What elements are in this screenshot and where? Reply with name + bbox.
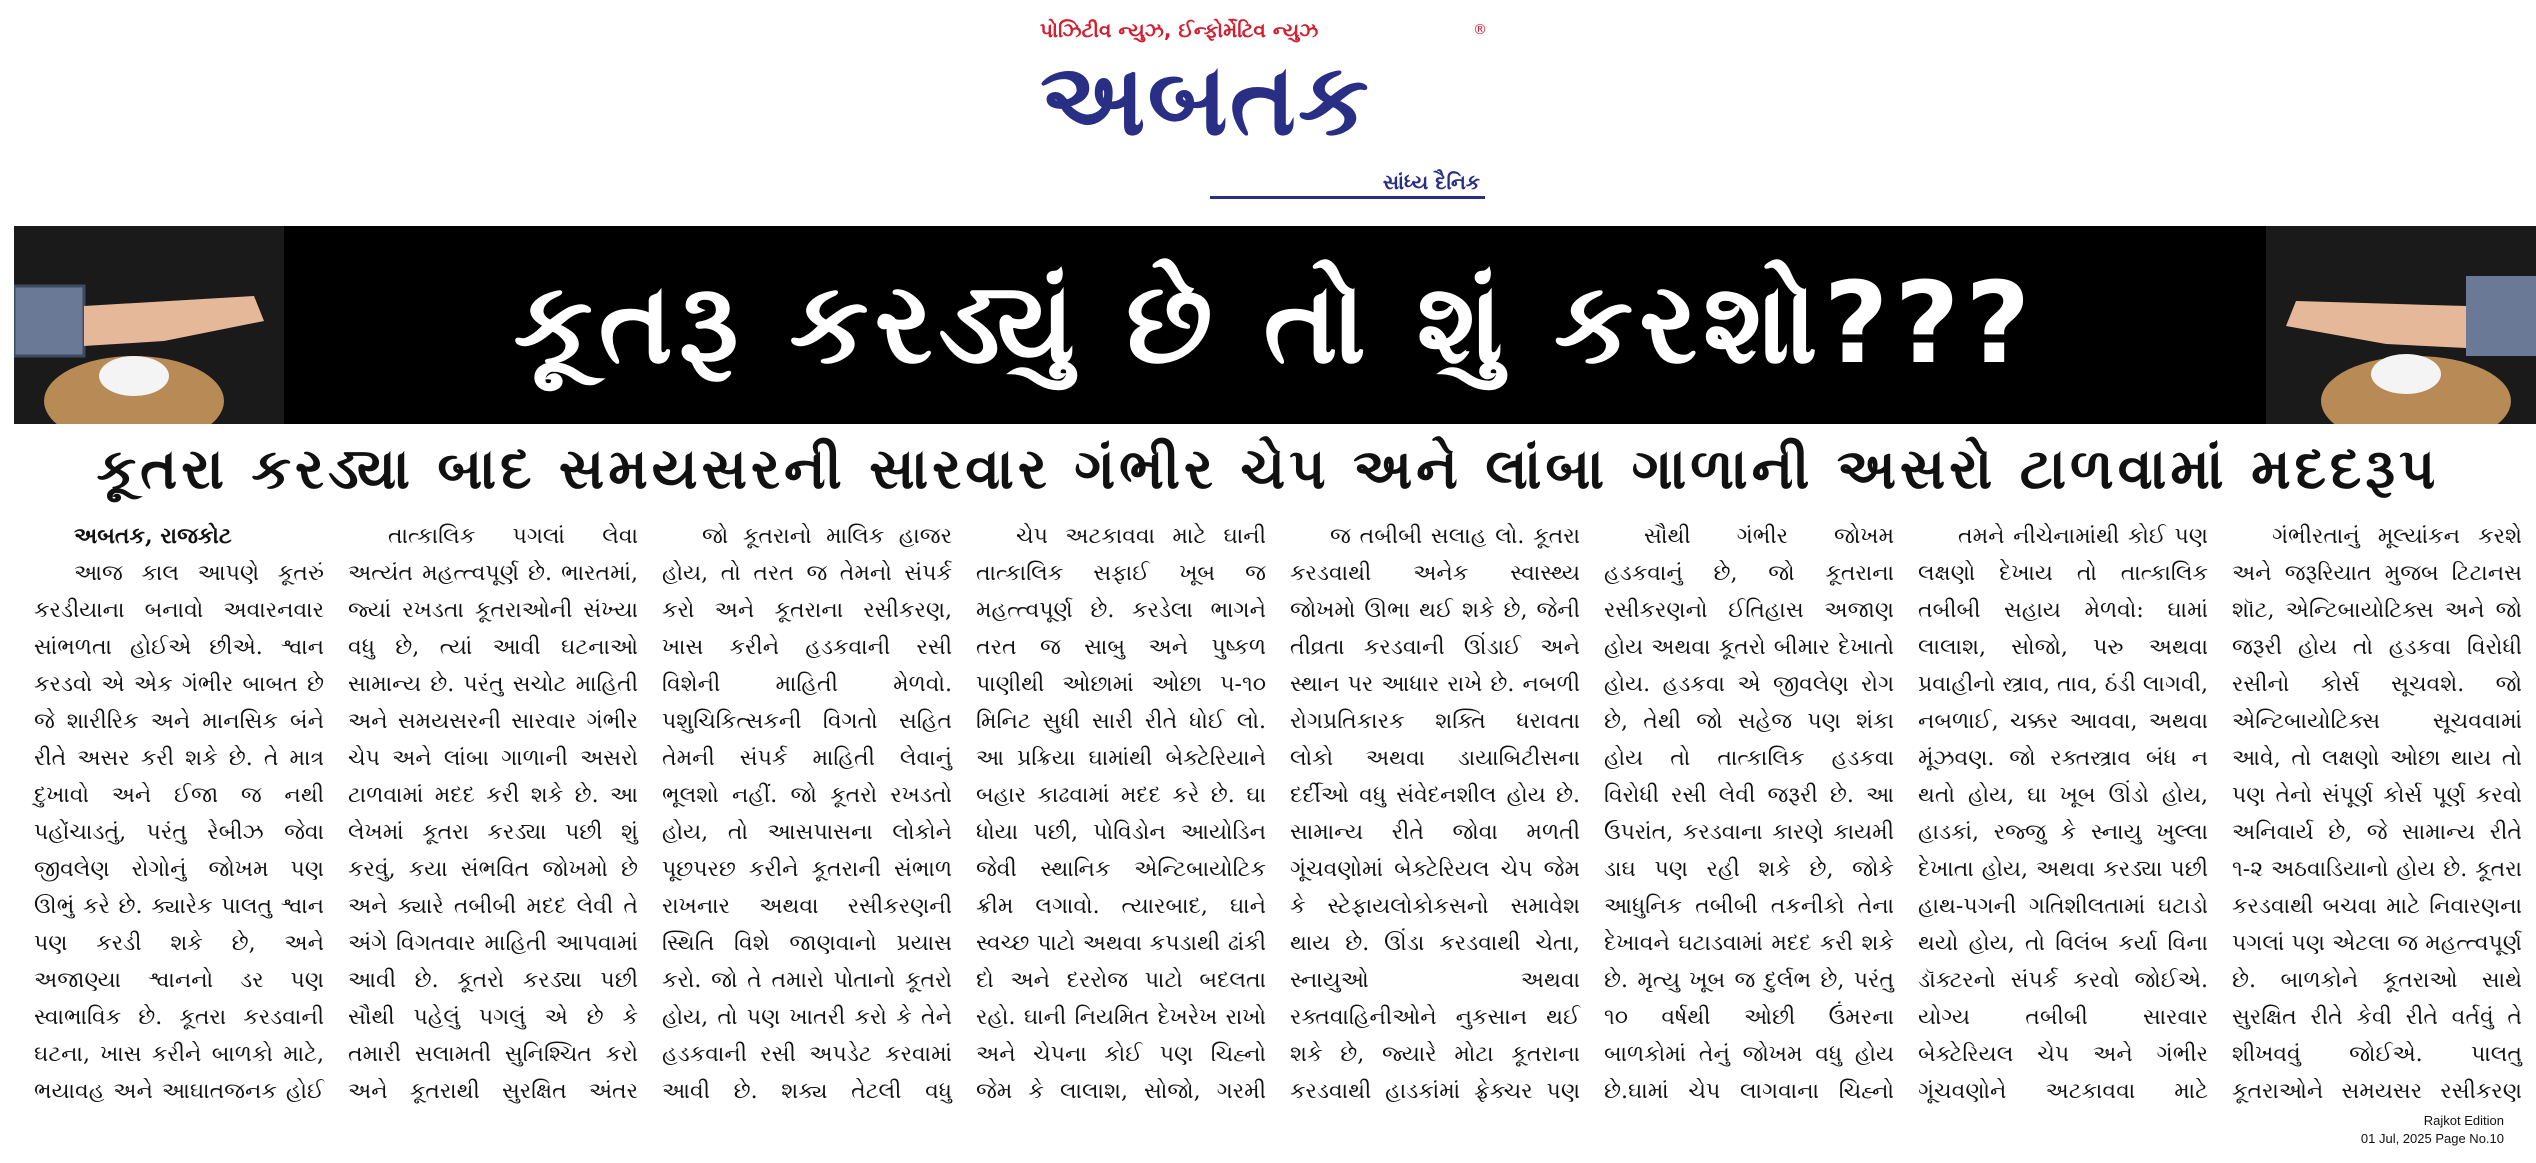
article-column-3 bbox=[650, 518, 964, 1113]
article-body bbox=[22, 518, 2534, 1113]
article-column-6 bbox=[1592, 518, 1906, 1113]
column-text: ગંભીરતાનું મૂલ્યાંકન કરશે અને જરૂરિયાત મુજબ ટિટાનસ શૉટ, એન્ટિબાયોટિક્સ અને જો જરૂરી હોય તો હડકવા વિરોધી રસીનો કોર્સ સૂચવશે. જો એન્ટિબાયોટિક્સ સૂચવવામાં આવે, તો લક્ષણો ઓછા થાય તો પણ તેનો સંપૂર્ણ કોર્સ પૂર્ણ કરવો અનિવાર્ય છે, જે સામાન્ય રીતે ૧-૨ અઠવાડિયાનો હોય છે. કૂતરા કરડવાથી બચવા માટે નિવારણના પગલાં પણ એટલા જ મહત્ત્વપૂર્ણ છે. બાળકોને કૂતરાઓ સાથે સુરક્ષિત રીતે કેવી રીતે વર્તવું તે શીખવવું જોઈએ. પાલતુ કૂતરાઓને સમયસર રસીકરણ bbox=[2232, 524, 2522, 1104]
column-text: સૌથી ગંભીર જોખમ હડકવાનું છે, જો કૂતરાના રસીકરણનો ઈતિહાસ અજાણ હોય અથવા કૂતરો બીમાર દેખાતો હોય. હડકવા એ જીવલેણ રોગ છે, તેથી જો સહેજ પણ શંકા હોય તો તાત્કાલિક હડકવા વિરોધી રસી લેવી જરૂરી છે. આ ઉપરાંત, કરડવાના કારણે કાયમી ડાઘ પણ રહી શકે છે, જોકે આધુનિક તબીબી તકનીકો તેના દેખાવને ઘટાડવામાં મદદ કરી શકે છે. મૃત્યુ ખૂબ જ દુર્લભ છે, પરંતુ ૧૦ વર્ષથી ઓછી ઉંમરના બાળકોમાં તેનું જોખમ વધુ હોય છે.ઘામાં ચેપ લાગવાના ચિહ્નો bbox=[1604, 524, 1894, 1104]
column-text: તમને નીચેનામાંથી કોઈ પણ લક્ષણો દેખાય તો તાત્કાલિક તબીબી સહાય મેળવો: ઘામાં લાલાશ, સોજો, પરુ અથવા પ્રવાહીનો સ્ત્રાવ, તાવ, ઠંડી લાગવી, નબળાઈ, ચક્કર આવવા, અથવા મૂંઝવણ. જો રક્તસ્ત્રાવ બંધ ન થતો હોય, ઘા ખૂબ ઊંડો હોય, હાડકાં, રજ્જુ કે સ્નાયુ ખુલ્લા દેખાતા હોય, અથવા કરડ્યા પછી હાથ-પગની ગતિશીલતામાં ઘટાડો થયો હોય, તો વિલંબ કર્યા વિના ડૉક્ટરનો સંપર્ક કરવો જોઈએ. યોગ્ય તબીબી સારવાર બેક્ટેરિયલ ચેપ અને ગંભીર ગૂંચવણોને અટકાવવા માટે bbox=[1918, 524, 2208, 1104]
main-headline: કૂતરૂ કરડ્યું છે તો શું કરશો??? bbox=[513, 259, 2037, 389]
article-column-8 bbox=[2220, 518, 2534, 1113]
newspaper-logo: અબતક bbox=[1040, 41, 1371, 158]
article-column-5 bbox=[1278, 518, 1592, 1113]
edition-date-page: 01 Jul, 2025 Page No.10 bbox=[2360, 1131, 2504, 1146]
column-text: ચેપ અટકાવવા માટે ઘાની તાત્કાલિક સફાઈ ખૂબ જ મહત્ત્વપૂર્ણ છે. કરડેલા ભાગને તરત જ સાબુ અને પુષ્કળ પાણીથી ઓછામાં ઓછા ૫-૧૦ મિનિટ સુધી સારી રીતે ધોઈ લો. આ પ્રક્રિયા ઘામાંથી બેક્ટેરિયાને બહાર કાઢવામાં મદદ કરે છે. ઘા ધોયા પછી, પોવિડોન આયોડિન જેવી સ્થાનિક એન્ટિબાયોટિક ક્રીમ લગાવો. ત્યારબાદ, ઘાને સ્વચ્છ પાટો અથવા કપડાથી ઢાંકી દો અને દરરોજ પાટો બદલતા રહો. ઘાની નિયમિત દેખરેખ રાખો અને ચેપના કોઈ પણ ચિહ્નો જેમ કે લાલાશ, સોજો, ગરમી bbox=[976, 524, 1266, 1104]
dateline: અબતક, રાજકોટ bbox=[74, 523, 232, 549]
column-text: જ તબીબી સલાહ લો. કૂતરા કરડવાથી અનેક સ્વાસ્થ્ય જોખમો ઊભા થઈ શકે છે, જેની તીવ્રતા કરડવાની ઊંડાઈ અને સ્થાન પર આધાર રાખે છે. નબળી રોગપ્રતિકારક શક્તિ ધરાવતા લોકો અથવા ડાયાબિટીસના દર્દીઓ વધુ સંવેદનશીલ હોય છે. સામાન્ય રીતે જોવા મળતી ગૂંચવણોમાં બેક્ટેરિયલ ચેપ જેમ કે સ્ટેફાયલોકોકસનો સમાવેશ થાય છે. ઊંડા કરડવાથી ચેતા, સ્નાયુઓ અથવા રક્તવાહિનીઓને નુકસાન થઈ શકે છે, જ્યારે મોટા કૂતરાના કરડવાથી હાડકાંમાં ફ્રેક્ચર પણ bbox=[1290, 524, 1580, 1104]
dog-bite-illustration-right bbox=[2266, 226, 2536, 424]
column-text: તાત્કાલિક પગલાં લેવા અત્યંત મહત્ત્વપૂર્ણ છે. ભારતમાં, જ્યાં રખડતા કૂતરાઓની સંખ્યા વધુ છે, ત્યાં આવી ઘટનાઓ સામાન્ય છે. પરંતુ સચોટ માહિતી અને સમયસરની સારવાર ગંભીર ચેપ અને લાંબા ગાળાની અસરો ટાળવામાં મદદ કરી શકે છે. આ લેખમાં કૂતરા કરડ્યા પછી શું કરવું, કયા સંભવિત જોખમો છે અને ક્યારે તબીબી મદદ લેવી તે અંગે વિગતવાર માહિતી આપવામાં આવી છે. કૂતરો કરડ્યા પછી સૌથી પહેલું પગલું એ છે કે તમારી સલામતી સુનિશ્ચિત કરો અને કૂતરાથી સુરક્ષિત અંતર bbox=[348, 524, 638, 1104]
masthead-divider bbox=[1210, 196, 1485, 199]
column-text: આજ કાલ આપણે કૂતરું કરડીયાના બનાવો અવારનવાર સાંભળતા હોઈએ છીએ. શ્વાન કરડવો એ એક ગંભીર બાબત છે જે શારીરિક અને માનસિક બંને રીતે અસર કરી શકે છે. તે માત્ર દુખાવો અને ઈજા જ નથી પહોંચાડતું, પરંતુ રેબીઝ જેવા જીવલેણ રોગોનું જોખમ પણ ઊભું કરે છે. ક્યારેક પાલતુ શ્વાન પણ કરડી શકે છે, અને અજાણ્યા શ્વાનનો ડર પણ સ્વાભાવિક છે. કૂતરા કરડવાની ઘટના, ખાસ કરીને બાળકો માટે, ભયાવહ અને આઘાતજનક હોઈ bbox=[34, 561, 324, 1104]
masthead bbox=[0, 0, 2536, 210]
subheadline: કૂતરા કરડ્યા બાદ સમયસરની સારવાર ગંભીર ચેપ અને લાંબા ગાળાની અસરો ટાળવામાં મદદરૂપ bbox=[96, 437, 2440, 502]
headline-banner bbox=[14, 226, 2536, 424]
column-text: જો કૂતરાનો માલિક હાજર હોય, તો તરત જ તેમનો સંપર્ક કરો અને કૂતરાના રસીકરણ, ખાસ કરીને હડકવાની રસી વિશેની માહિતી મેળવો. પશુચિકિત્સકની વિગતો સહિત તેમની સંપર્ક માહિતી લેવાનું ભૂલશો નહીં. જો કૂતરો રખડતો હોય, તો આસપાસના લોકોને પૂછપરછ કરીને કૂતરાની સંભાળ રાખનાર અથવા રસીકરણની સ્થિતિ વિશે જાણવાનો પ્રયાસ કરો. જો તે તમારો પોતાનો કૂતરો હોય, તો પણ ખાતરી કરો કે તેને હડકવાની રસી અપડેટ કરવામાં આવી છે. શક્ય તેટલી વધુ bbox=[662, 524, 952, 1104]
tagline: પોઝિટીવ ન્યુઝ, ઈન્ફોર્મેટિવ ન્યુઝ bbox=[1040, 18, 1319, 42]
registered-mark: ® bbox=[1473, 22, 1487, 38]
article-column-2 bbox=[336, 518, 650, 1113]
edition-type: સાંધ્ય દૈનિક bbox=[1382, 170, 1480, 194]
dog-bite-illustration-left bbox=[14, 226, 284, 424]
edition-name: Rajkot Edition bbox=[2423, 1113, 2504, 1128]
article-column-4 bbox=[964, 518, 1278, 1113]
article-column-1 bbox=[22, 518, 336, 1113]
article-column-7 bbox=[1906, 518, 2220, 1113]
edition-info bbox=[2361, 1112, 2504, 1148]
